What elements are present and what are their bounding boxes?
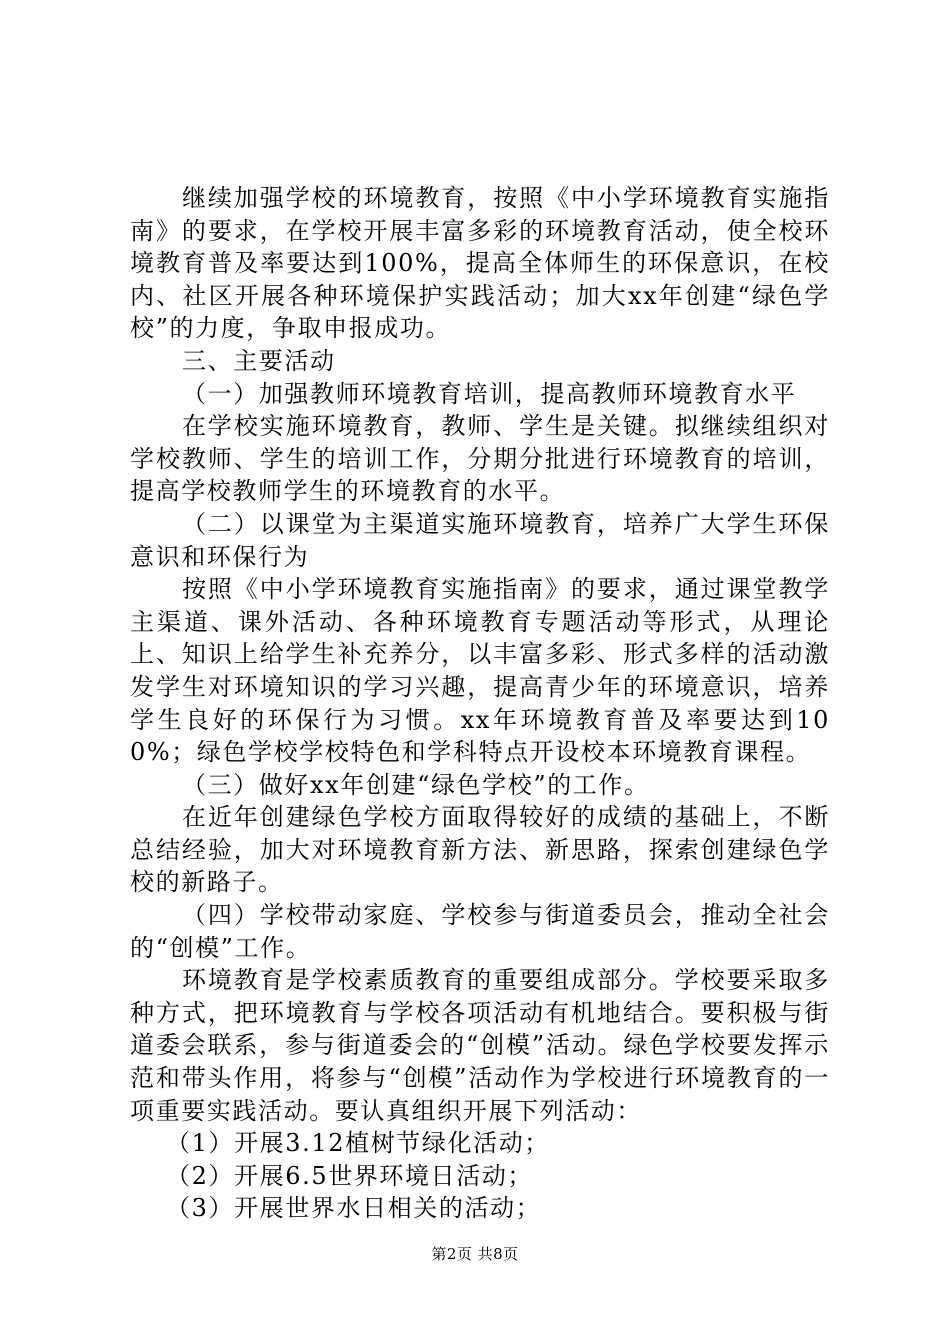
paragraph-goal: 继续加强学校的环境教育，按照《中小学环境教育实施指南》的要求，在学校开展丰富多彩的环境教育活动，使全校环境教育普及率要达到100%，提高全体师生的环保意识，在校内、社区开展各种环境保护实践活动；加大xx年创建“绿色学校”的力度，争取申报成功。: [130, 184, 830, 343]
document-body: [130, 182, 830, 1225]
subheading-community: （四）学校带动家庭、学校参与街道委员会，推动全社会的“创模”工作。: [130, 901, 830, 962]
subheading-green-school: （三）做好xx年创建“绿色学校”的工作。: [182, 770, 650, 799]
page-number-footer: 第2页 共8页: [431, 1245, 519, 1263]
list-item: （1）开展3.12植树节绿化活动；: [166, 1129, 550, 1158]
subheading-classroom-education: （二）以课堂为主渠道实施环境教育，培养广大学生环保意识和环保行为: [130, 509, 830, 571]
list-item: （2）开展6.5世界环境日活动；: [166, 1161, 534, 1190]
paragraph-classroom-education: 按照《中小学环境教育实施指南》的要求，通过课堂教学主渠道、课外活动、各种环境教育专题活动等形式，从理论上、知识上给学生补充养分，以丰富多彩、形式多样的活动激发学生对环境知识的学习兴趣，提高青少年的环境意识，培养学生良好的环保行为习惯。xx年环境教育普及率要达到100%；绿色学校学校特色和学科特点开设校本环境教育课程。: [130, 575, 830, 767]
section-heading-main-activities: 三、主要活动: [182, 346, 336, 375]
list-item: （3）开展世界水日相关的活动；: [166, 1194, 542, 1223]
paragraph-community: 环境教育是学校素质教育的重要组成部分。学校要采取多种方式，把环境教育与学校各项活动有机地结合。要积极与街道委会联系，参与街道委会的“创模”活动。绿色学校要发挥示范和带头作用，将参与“创模”活动作为学校进行环境教育的一项重要实践活动。要认真组织开展下列活动：: [130, 966, 830, 1125]
paragraph-teacher-training: 在学校实施环境教育，教师、学生是关键。拟继续组织对学校教师、学生的培训工作，分期分批进行环境教育的培训，提高学校教师学生的环境教育的水平。: [130, 412, 830, 506]
subheading-teacher-training: （一）加强教师环境教育培训，提高教师环境教育水平: [182, 379, 797, 408]
paragraph-green-school: 在近年创建绿色学校方面取得较好的成绩的基础上，不断总结经验，加大对环境教育新方法、新思路，探索创建绿色学校的新路子。: [130, 803, 830, 897]
